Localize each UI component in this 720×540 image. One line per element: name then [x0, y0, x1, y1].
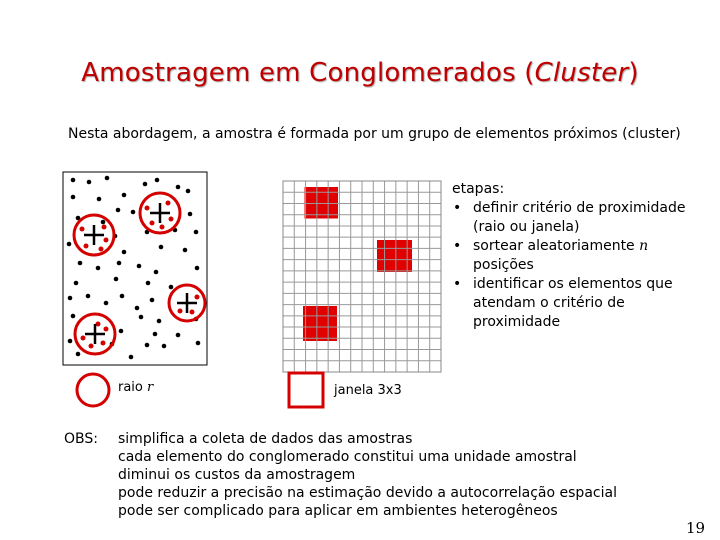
obs-line-1: simplifica a coleta de dados das amostras [118, 431, 413, 447]
steps-heading: etapas: [452, 181, 505, 197]
point-field-frame [63, 172, 207, 365]
grid-window-3 [303, 306, 337, 341]
obs-line-2: cada elemento do conglomerado constitui uma unidade amostral [118, 449, 577, 465]
obs-line-4: pode reduzir a precisão na estimação devido a autocorrelação espacial [118, 485, 617, 501]
page-number: 19 [686, 519, 706, 537]
title-main: Amostragem em Conglomerados ( [81, 58, 535, 88]
step-item-3: • identificar os elementos que atendam o critério de proximidade [452, 275, 712, 332]
legend-radius-label: raio r [118, 380, 154, 395]
legend-window-square [289, 373, 323, 407]
steps-block [452, 180, 712, 332]
intro-text: Nesta abordagem, a amostra é formada por um grupo de elementos próximos (cluster) [68, 126, 681, 142]
cluster-radius-4 [75, 314, 115, 354]
sampling-grid [283, 181, 441, 372]
grid-window-1 [305, 187, 339, 219]
obs-block [64, 430, 664, 520]
obs-label: OBS: [64, 431, 98, 447]
step-item-1: • definir critério de proximidade (raio ou janela) [452, 199, 712, 237]
step-item-2: • sortear aleatoriamente n posições [452, 237, 712, 275]
title-italic: Cluster [534, 58, 629, 88]
legend-window-label: janela 3x3 [334, 383, 402, 398]
obs-line-5: pode ser complicado para aplicar em ambientes heterogêneos [118, 503, 558, 519]
title-end: ) [628, 58, 639, 88]
cluster-radius-3 [169, 285, 205, 321]
cluster-radius-1 [140, 193, 180, 233]
cluster-radius-2 [74, 215, 114, 255]
obs-line-3: diminui os custos da amostragem [118, 467, 356, 483]
sample-points [67, 176, 201, 360]
legend-radius-circle [77, 374, 109, 406]
